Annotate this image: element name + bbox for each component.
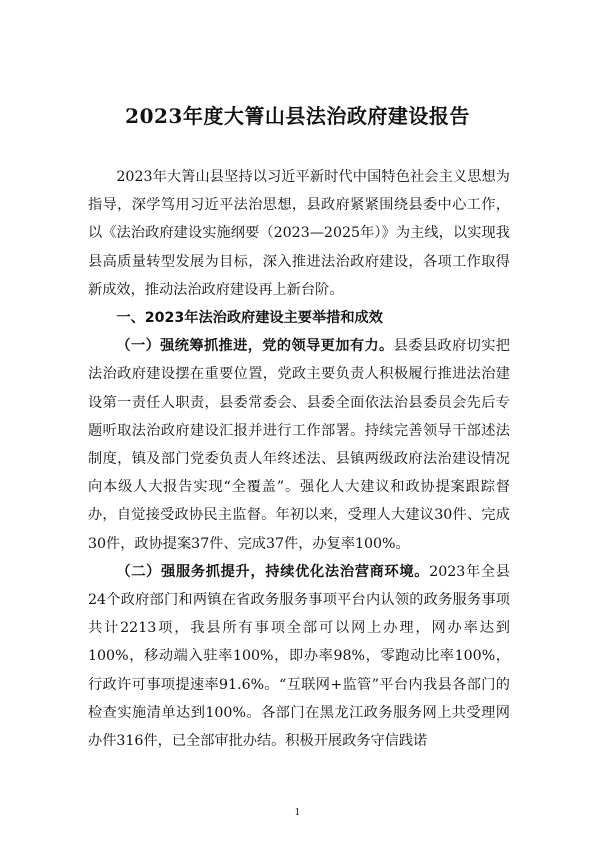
paragraph-1 — [88, 332, 510, 558]
paragraph-2-text: 2023年全县24个政府部门和两镇在省政务服务事项平台内认领的政务服务事项共计2213项，我县所有事项全部可以网上办理，网办率达到100%，移动端入驻率100%，即办率98%，零跑动比率100%，行政许可事项提速率91.6%。“互联网+监管”平台内我县各部门的检查实施清单达到100%。各部门在黑龙江政务服务网上共受理网办件316件，已全部审批办结。积极开展政务守信践诺 — [88, 563, 510, 750]
paragraph-2-lead: （二）强服务抓提升，持续优化法治营商环境。 — [116, 563, 430, 580]
intro-paragraph: 2023年大箐山县坚持以习近平新时代中国特色社会主义思想为指导，深学笃用习近平法治思想，县政府紧紧围绕县委中心工作，以《法治政府建设实施纲要（2023—2025年）》为主线，以实现我县高质量转型发展为目标，深入推进法治政府建设，各项工作取得新成效，推动法治政府建设再上新台阶。 — [88, 169, 510, 298]
document-title: 2023年度大箐山县法治政府建设报告 — [125, 104, 470, 128]
document-body — [88, 163, 510, 755]
section-heading: 一、2023年法治政府建设主要举措和成效 — [116, 310, 383, 327]
paragraph-1-text: 县委县政府切实把法治政府建设摆在重要位置，党政主要负责人积极履行推进法治建设第一责任人职责，县委常委会、县委全面依法治县委员会先后专题听取法治政府建设汇报并进行工作部署。持续完善领导干部述法制度，镇及部门党委负责人年终述法、县镇两级政府法治建设情况向本级人大报告实现“全覆盖”。强化人大建议和政协提案跟踪督办，自觉接受政协民主监督。年初以来，受理人大建议30件、完成30件，政协提案37件、完成37件，办复率100%。 — [88, 338, 510, 552]
paragraph-1-lead: （一）强统筹抓推进，党的领导更加有力。 — [116, 338, 394, 355]
paragraph-2 — [88, 558, 510, 755]
page-number: 1 — [294, 808, 301, 818]
